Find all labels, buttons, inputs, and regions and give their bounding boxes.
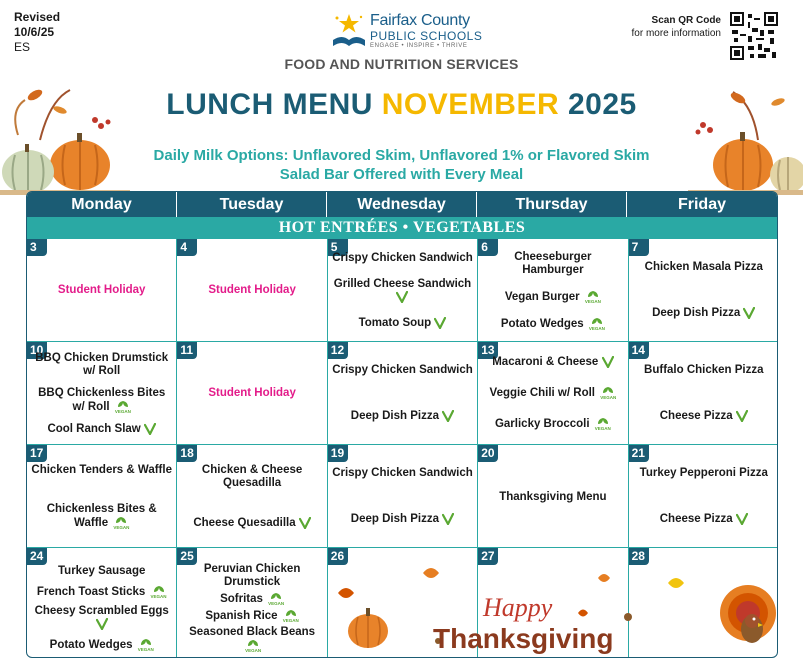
menu-items	[478, 245, 627, 337]
hot-entrees-banner: HOT ENTRÉES • VEGETABLES	[27, 217, 777, 239]
day-cell	[27, 445, 177, 548]
day-cell	[177, 548, 327, 658]
menu-item-text: Cheese Quesadilla	[193, 516, 296, 529]
menu-item	[645, 261, 763, 274]
menu-item-text: Chicken Tenders & Waffle	[31, 463, 172, 476]
menu-items	[629, 348, 778, 440]
menu-items	[177, 451, 326, 543]
vegan-leaf-icon	[589, 317, 605, 331]
logo-subtitle: PUBLIC SCHOOLS	[370, 29, 483, 43]
menu-item-text: Student Holiday	[208, 387, 296, 399]
menu-item	[499, 491, 606, 504]
day-cell	[478, 239, 628, 342]
weekday-tuesday: Tuesday	[177, 192, 327, 217]
day-number: 21	[629, 445, 649, 462]
menu-item-text: Buffalo Chicken Pizza	[644, 364, 764, 377]
menu-item	[660, 410, 748, 423]
menu-item-text: Cool Ranch Slaw	[47, 422, 141, 435]
menu-item	[359, 317, 447, 330]
menu-item	[332, 364, 473, 377]
holiday-label	[208, 387, 296, 400]
menu-items	[177, 562, 326, 655]
menu-item	[332, 252, 473, 265]
day-cell	[478, 342, 628, 445]
menu-item	[181, 464, 322, 490]
menu-item-text: Thanksgiving Menu	[499, 490, 607, 503]
day-number: 28	[629, 548, 649, 565]
menu-item	[351, 513, 454, 526]
vegan-leaf-icon	[138, 638, 154, 652]
menu-items	[177, 244, 326, 337]
menu-items	[629, 451, 778, 543]
holiday-label	[208, 284, 296, 297]
menu-item	[490, 386, 617, 400]
title-year: 2025	[567, 88, 637, 121]
day-number: 3	[27, 239, 47, 256]
menu-item-text: BBQ Chickenless Bites w/ Roll	[38, 386, 166, 413]
day-number: 27	[478, 548, 498, 565]
menu-item-text: Crispy Chicken Sandwich	[332, 364, 473, 377]
menu-calendar	[26, 191, 778, 658]
day-number: 17	[27, 445, 47, 462]
menu-item	[652, 307, 755, 320]
menu-item-text: Deep Dish Pizza	[652, 307, 741, 320]
holiday-label	[58, 284, 146, 297]
day-cell	[177, 445, 327, 548]
weekday-header	[27, 192, 777, 217]
title-lunch-menu: LUNCH MENU	[166, 88, 373, 121]
vegan-label: VEGAN	[245, 648, 262, 654]
thanksgiving-graphic	[328, 553, 778, 658]
day-number: 18	[177, 445, 197, 462]
day-number: 19	[328, 445, 348, 462]
vegan-label: VEGAN	[588, 325, 605, 331]
vegan-label: VEGAN	[584, 298, 601, 304]
menu-item-text: Potato Wedges	[500, 317, 584, 330]
menu-item	[492, 356, 613, 369]
menu-item	[501, 317, 605, 331]
day-number: 13	[478, 342, 498, 359]
menu-item-text: Chicken Masala Pizza	[644, 261, 763, 274]
menu-item	[31, 387, 172, 414]
menu-items	[629, 245, 778, 337]
vegetarian-v-icon	[442, 513, 454, 525]
vegan-leaf-icon	[268, 592, 284, 606]
department-name: FOOD AND NUTRITION SERVICES	[284, 56, 519, 72]
day-number: 7	[629, 239, 649, 256]
menu-item-text: Grilled Cheese Sandwich	[333, 277, 472, 290]
menu-item-text: Tomato Soup	[358, 317, 432, 330]
day-number: 14	[629, 342, 649, 359]
vegetarian-v-icon	[743, 307, 755, 319]
menu-item-text: Turkey Sausage	[58, 565, 146, 578]
menu-item-text: Vegan Burger	[504, 290, 580, 303]
menu-items	[328, 348, 477, 440]
menu-item	[220, 592, 284, 606]
menu-item-text: Cheeseburger Hamburger	[514, 251, 592, 277]
vegetarian-v-icon	[299, 517, 311, 529]
menu-items	[328, 451, 477, 543]
menu-item-text: Cheese Pizza	[659, 513, 733, 526]
menu-item	[351, 410, 454, 423]
vegetarian-v-icon	[396, 291, 408, 303]
menu-items	[27, 348, 176, 440]
weekday-monday: Monday	[27, 192, 177, 217]
vegetarian-v-icon	[736, 410, 748, 422]
menu-items	[328, 245, 477, 337]
vegan-label: VEGAN	[282, 618, 299, 624]
revised-date: 10/6/25	[14, 25, 55, 39]
menu-item-text: Crispy Chicken Sandwich	[332, 467, 473, 480]
menu-item	[47, 423, 156, 436]
thanksgiving-text: Thanksgiving	[432, 623, 614, 654]
qr-caption	[632, 14, 721, 40]
menu-items	[27, 244, 176, 337]
menu-item	[505, 290, 601, 304]
menu-item-text: Macaroni & Cheese	[492, 356, 599, 369]
weekday-thursday: Thursday	[477, 192, 627, 217]
menu-item-text: Seasoned Black Beans	[189, 626, 316, 639]
vegetarian-v-icon	[602, 356, 614, 368]
menu-items	[478, 348, 627, 440]
vegan-leaf-icon	[595, 417, 611, 431]
vegan-leaf-icon	[151, 585, 167, 599]
menu-item	[205, 609, 298, 623]
vegetarian-v-icon	[96, 618, 108, 630]
qr-code-icon[interactable]	[730, 12, 778, 60]
menu-item-text: Chicken & Cheese Quesadilla	[201, 464, 303, 490]
qr-caption-sub: for more information	[631, 28, 721, 39]
day-cell	[27, 342, 177, 445]
logo-tagline: ENGAGE • INSPIRE • THRIVE	[370, 43, 468, 49]
menu-item	[644, 364, 764, 377]
milk-options	[0, 146, 803, 184]
vegan-label: VEGAN	[137, 646, 154, 652]
day-cell	[478, 445, 628, 548]
qr-caption-title: Scan QR Code	[651, 15, 721, 26]
menu-item-text: Potato Wedges	[49, 638, 133, 651]
day-number: 10	[27, 342, 47, 359]
day-cell	[328, 239, 478, 342]
day-cell	[177, 239, 327, 342]
day-number: 24	[27, 548, 47, 565]
day-number: 26	[328, 548, 348, 565]
day-number: 4	[177, 239, 197, 256]
happy-text: Happy	[482, 593, 553, 622]
menu-items	[478, 451, 627, 543]
vegan-leaf-icon	[245, 639, 261, 653]
menu-items	[27, 562, 176, 655]
menu-item	[58, 565, 145, 578]
revision-info	[14, 10, 60, 55]
vegan-label: VEGAN	[113, 524, 130, 530]
menu-item-text: Sofritas	[220, 593, 263, 606]
day-cell	[629, 342, 778, 445]
milk-line: Daily Milk Options: Unflavored Skim, Unflavored 1% or Flavored Skim	[153, 147, 650, 164]
menu-item	[660, 513, 748, 526]
menu-item	[37, 585, 167, 599]
vegan-label: VEGAN	[114, 408, 131, 414]
menu-item-text: Peruvian Chicken Drumstick	[203, 563, 301, 589]
day-cell	[629, 445, 778, 548]
menu-item	[31, 605, 172, 631]
title-month: NOVEMBER	[381, 88, 560, 121]
fcps-logo	[330, 10, 510, 52]
menu-item-text: French Toast Sticks	[36, 585, 146, 598]
day-cell	[328, 342, 478, 445]
menu-item	[50, 638, 154, 652]
menu-item-text: Cheese Pizza	[659, 410, 733, 423]
menu-item-text: Chickenless Bites & Waffle	[46, 502, 157, 529]
menu-item	[482, 251, 623, 277]
menu-item-text: Student Holiday	[57, 284, 146, 296]
logo-title: Fairfax County	[370, 12, 470, 29]
menu-item-text: Deep Dish Pizza	[350, 513, 439, 526]
vegan-leaf-icon	[283, 609, 299, 623]
page-title	[0, 88, 803, 122]
weekday-wednesday: Wednesday	[327, 192, 477, 217]
menu-item	[31, 464, 172, 477]
vegan-leaf-icon	[115, 400, 131, 414]
menu-item-text: Garlicky Broccoli	[494, 418, 590, 431]
menu-item	[31, 503, 172, 530]
salad-bar-line: Salad Bar Offered with Every Meal	[279, 166, 524, 183]
vegan-label: VEGAN	[268, 601, 285, 607]
menu-item-text: Veggie Chili w/ Roll	[489, 387, 595, 400]
menu-items	[27, 451, 176, 543]
vegan-label: VEGAN	[594, 426, 611, 432]
menu-item-text: Student Holiday	[208, 284, 296, 296]
menu-items	[177, 347, 326, 440]
day-cell	[27, 548, 177, 658]
menu-item-text: Crispy Chicken Sandwich	[332, 251, 473, 264]
day-number: 20	[478, 445, 498, 462]
vegan-label: VEGAN	[150, 593, 167, 599]
day-cell	[177, 342, 327, 445]
menu-item	[181, 626, 322, 653]
menu-item-text: Deep Dish Pizza	[350, 410, 439, 423]
vegetarian-v-icon	[736, 513, 748, 525]
vegan-leaf-icon	[600, 386, 616, 400]
menu-item	[332, 278, 473, 304]
day-number: 12	[328, 342, 348, 359]
day-number: 5	[328, 239, 348, 256]
menu-item-text: Turkey Pepperoni Pizza	[639, 467, 768, 480]
menu-item	[31, 352, 172, 378]
revised-code: ES	[14, 40, 31, 54]
menu-item	[495, 417, 611, 431]
menu-item-text: Cheesy Scrambled Eggs	[34, 605, 169, 618]
day-cell	[629, 239, 778, 342]
day-cell	[27, 239, 177, 342]
menu-item	[181, 563, 322, 589]
day-number: 25	[177, 548, 197, 565]
vegan-leaf-icon	[113, 516, 129, 530]
vegan-leaf-icon	[585, 290, 601, 304]
menu-item	[640, 467, 768, 480]
vegetarian-v-icon	[434, 317, 446, 329]
vegan-label: VEGAN	[600, 395, 617, 401]
vegetarian-v-icon	[442, 410, 454, 422]
day-number: 6	[478, 239, 498, 256]
menu-item-text: BBQ Chicken Drumstick w/ Roll	[35, 352, 169, 378]
menu-item	[193, 517, 310, 530]
vegetarian-v-icon	[144, 423, 156, 435]
menu-item-text: Spanish Rice	[205, 610, 278, 623]
day-number: 11	[177, 342, 197, 359]
book-star-icon	[330, 10, 368, 50]
day-cell	[328, 445, 478, 548]
weekday-friday: Friday	[677, 196, 726, 213]
calendar-grid	[27, 239, 777, 658]
revised-label: Revised	[14, 10, 61, 24]
menu-item	[332, 467, 473, 480]
